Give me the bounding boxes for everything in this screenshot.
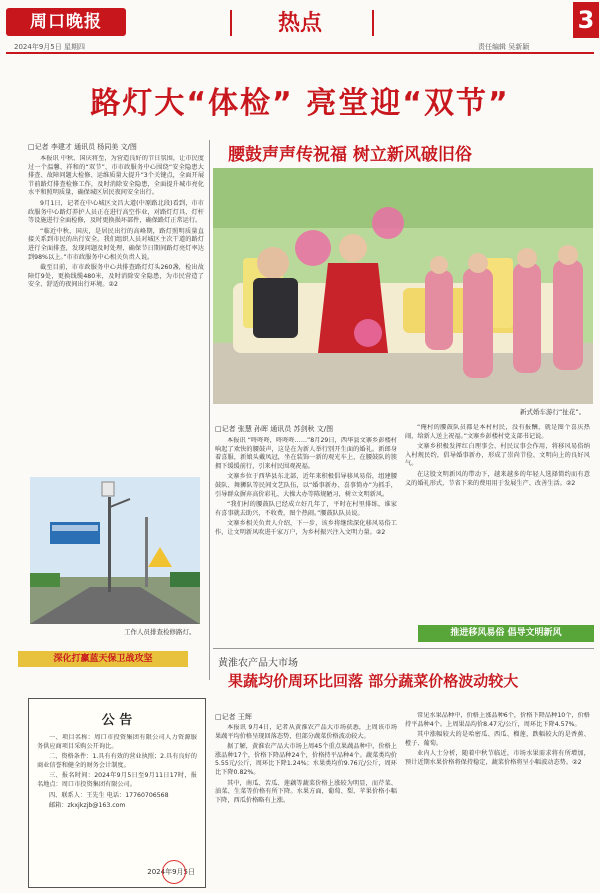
notice-date: 2024年9月5日 <box>147 868 195 877</box>
market-right-paragraph-1: 常见水果品种中，价格上涨品种6个，价格下降品种10个，价格持平品种4个。上周果品均价8.47元/公斤，周环比下降4.57%。 <box>405 712 590 728</box>
market-paragraph-2: 据了解，黄淮农产品大市场上周45个重点果蔬品种中，价格上涨品种17个，价格下降品种24个，价格持平品种4个。蔬菜类均价5.55元/公斤，周环比下降1.24%；水果类均价9.76元/公斤，周环比下降0.82%。 <box>215 743 397 776</box>
dateline: 2024年9月5日 星期四 <box>14 43 85 51</box>
feature-body-left <box>215 437 397 617</box>
notice-box <box>28 698 206 888</box>
ad-banner-yellow: 深化打赢蓝天保卫战攻坚 <box>18 651 188 667</box>
notice-paragraph-1: 一、项目名称：周口市投资集团有限公司人力资源服务供应商项目采购公开询比。 <box>37 734 197 750</box>
market-kicker: 黄淮农产品大市场 <box>218 658 298 669</box>
feature-right-paragraph-3: 在这股文明新风的带动下，越来越多的年轻人选择简约而有意义的婚礼形式，节省下来的费用用于发展生产、改善生活。②2 <box>405 470 590 487</box>
notice-title: 公 告 <box>101 713 133 728</box>
notice-email: 邮箱：zkxjkzjb@163.com <box>49 802 126 810</box>
notice-paragraph-3: 三、报名时间：2024年9月5日至9月11日17时，报名地点：周口市投资集团有限公司。 <box>37 772 197 788</box>
market-right-paragraph-2: 其中涨幅较大的是哈密瓜、西瓜、榴莲，跌幅较大的是香蕉、橙子、葡萄。 <box>405 731 590 747</box>
main-article-body <box>28 155 204 460</box>
market-body-right <box>405 712 590 886</box>
official-stamp <box>162 860 186 884</box>
main-paragraph-2: 9月1日，记者在中心城区文昌大道(中原路北段)看到，市市政服务中心路灯养护人员正在进行高空作业，对路灯灯具、灯杆等设施进行全面检修，及时更换损坏部件，确保路灯正常运行。 <box>28 199 204 225</box>
notice-paragraph-2: 二、资格条件：1.具有有效的营业执照；2.具有良好的商业信誉和健全的财务会计制度。 <box>37 753 197 769</box>
masthead-rule <box>6 52 594 54</box>
editors: 责任编辑 吴新颖 <box>478 43 530 51</box>
main-paragraph-4: 截至目前，市市政服务中心共排查路灯灯头260盏，检出故障灯9处，更换线缆480米，及时消除安全隐患，为市民营造了安全、舒适的夜间出行环境。②2 <box>28 264 204 289</box>
notice-body <box>37 734 197 864</box>
wedding-photo <box>213 168 593 404</box>
feature-paragraph-2: 文寨乡位于西华县东北部，近年来积极倡导移风易俗，组建腰鼓队、舞狮队等民间文艺队伍，以“婚事新办、喜事简办”为抓手，引导群众摒弃高价彩礼、大操大办等陈规陋习，树立文明新风。 <box>215 473 397 498</box>
market-paragraph-1: 本报讯 9月4日，记者从黄淮农产品大市场获悉，上周该市场果蔬平均价格呈现回落态势，但部分蔬菜价格波动较大。 <box>215 724 397 740</box>
feature-byline: □记者 张慧 孙晖 通讯员 苏剑秋 文/图 <box>215 425 334 433</box>
market-body-left <box>215 724 397 886</box>
feature-paragraph-1: 本报讯 “咚咚咚，咚咚咚……”8月29日，西华县文寨乡彭楼村响起了欢快的腰鼓声，这是在为新人举行别开生面的婚礼。新郎身着喜服，新娘头戴凤冠，坐在装饰一新的观光车上，在腰鼓队的簇拥下缓缓前行，引来村民围观祝福。 <box>215 437 397 470</box>
feature-paragraph-3: “我们村的腰鼓队已经成立好几年了，平时在村里排练，谁家有喜事就去助兴，不收费，图个热闹。”腰鼓队队员说。 <box>215 501 397 517</box>
feature-right-paragraph-1: “俺村的腰鼓队员都是本村村民，没有报酬，就是图个喜庆热闹，给新人送上祝福。”文寨乡彭楼村党支部书记说。 <box>405 424 590 440</box>
feature-body-right <box>405 424 590 614</box>
street-light-caption: 工作人员排查检修路灯。 <box>124 628 196 636</box>
feature-right-paragraph-2: 文寨乡积极发挥红白理事会、村民议事会作用，将移风易俗纳入村规民约，倡导婚事新办，形成了崇尚节俭、文明向上的良好风气。 <box>405 443 590 468</box>
column-divider <box>209 140 210 680</box>
market-right-paragraph-3: 业内人士分析，随着中秋节临近，市场水果需求将有所增加，预计近期水果价格将保持稳定，蔬菜价格将呈小幅波动态势。②2 <box>405 750 590 766</box>
newspaper-logo: 周口晚报 <box>6 8 126 36</box>
page-number: 3 <box>573 2 599 38</box>
main-headline: 路灯大“体检” 亮堂迎“双节” <box>90 86 510 121</box>
market-byline: □记者 王辉 <box>215 713 252 721</box>
feature-subhead: 腰鼓声声传祝福 树立新风破旧俗 <box>228 145 472 165</box>
main-paragraph-1: 本报讯 中秋、国庆将至，为营造良好的节日氛围，让市民度过一个温馨、祥和的“双节”，市市政服务中心围绕“安全隐患大排查、故障问题大检修、运维质量大提升”3个关键点，全面开展节前路灯排查检修工作，及时消除安全隐患，全面提升城市亮化水平和照明质量，确保城区居民夜间安全出行。 <box>28 155 204 197</box>
main-paragraph-3: “临近中秋、国庆，是居民出行的高峰期，路灯照明质量直接关系到市民的出行安全。我们组织人员对城区主次干道的路灯进行全面排查，发现问题及时处理，确保节日期间路灯亮灯率达到98%以上。”市市政服务中心相关负责人说。 <box>28 227 204 261</box>
feature-paragraph-4: 文寨乡相关负责人介绍，下一步，该乡将继续深化移风易俗工作，让文明新风吹进千家万户，为乡村振兴注入文明力量。②2 <box>215 520 397 536</box>
market-paragraph-3: 其中，南瓜、苦瓜、莲藕等蔬菜价格上涨较为明显，而芹菜、油菜、生菜等价格有所下降。水果方面，葡萄、梨、苹果价格小幅下降，西瓜价格略有上涨。 <box>215 779 397 804</box>
notice-paragraph-4: 四、联系人：王先生 电话：17760706568 <box>49 791 169 799</box>
main-byline: □记者 李建才 通讯员 杨同美 文/图 <box>28 143 137 151</box>
section-title: 热点 <box>278 11 323 36</box>
wedding-photo-caption: 新式婚车游行“扯花”。 <box>520 408 586 416</box>
street-light-photo <box>30 477 200 624</box>
market-divider <box>213 648 594 649</box>
ad-banner-green: 推进移风易俗 倡导文明新风 <box>418 625 594 642</box>
market-headline: 果蔬均价周环比回落 部分蔬菜价格波动较大 <box>228 672 519 690</box>
